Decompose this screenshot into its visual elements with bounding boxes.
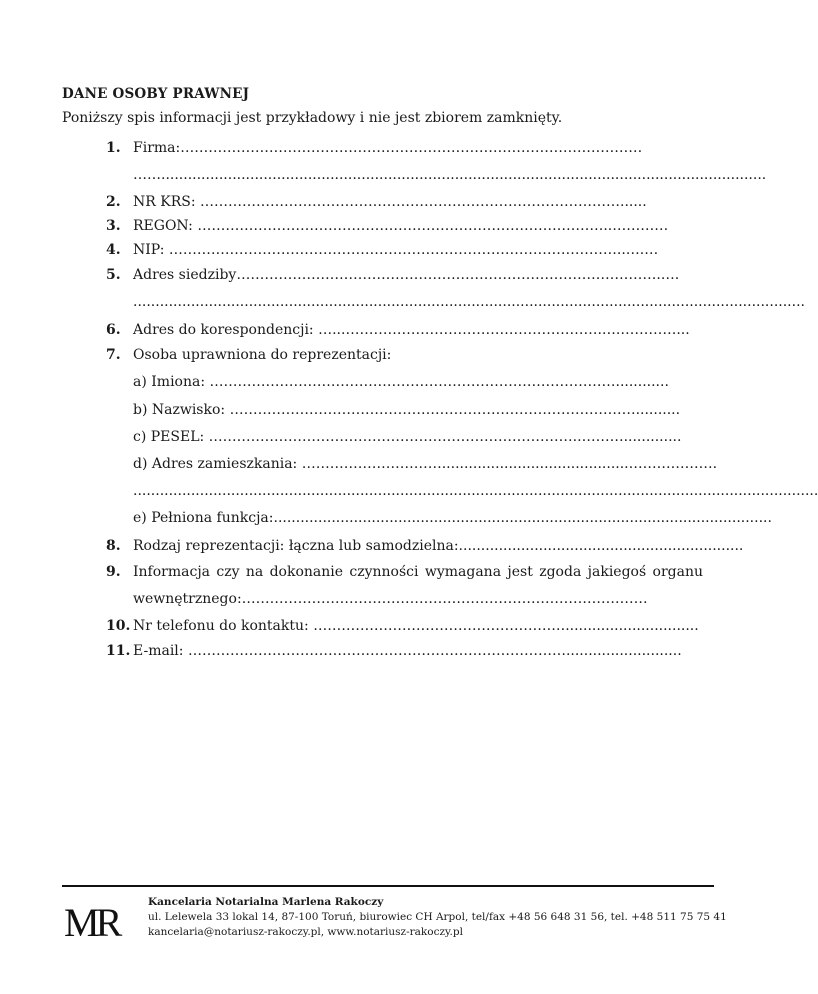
item-firma: Firma:……………………………………………………………………………………… [133, 140, 643, 156]
item-osoba-uprawniona: Osoba uprawniona do reprezentacji: [133, 347, 392, 363]
item-adres-siedziby-continuation: ....................................................................................................................................................... [133, 294, 805, 310]
notary-logo: MR [64, 900, 119, 945]
item-email: E-mail: ……………………………………………………………………….......................... [133, 643, 682, 659]
intro-text: Poniższy spis informacji jest przykładowy i nie jest zbiorem zamknięty. [62, 110, 563, 126]
item-number: 2. [106, 194, 121, 210]
footer-office-name: Kancelaria Notarialna Marlena Rakoczy [148, 896, 384, 908]
item-number: 4. [106, 242, 121, 258]
item-adres-siedziby: Adres siedziby……………………………………………………………………………….…. [133, 267, 680, 283]
item-regon: REGON: ……………………………………………………………………………..………… [133, 218, 669, 234]
footer-contact: kancelaria@notariusz-rakoczy.pl, www.notariusz-rakoczy.pl [148, 926, 463, 938]
item-number: 11. [106, 643, 131, 659]
document-heading: DANE OSOBY PRAWNEJ [62, 86, 250, 102]
item-number: 10. [106, 618, 131, 634]
item-firma-continuation: ……........................................................................................................................................ [133, 167, 767, 183]
item-krs: NR KRS: ………………………………………………………………………………...... [133, 194, 647, 210]
item-adres-korespondencji: Adres do korespondencji: …...……………………………………………….….…………... [133, 322, 690, 338]
subitem-pelniona-funkcja: e) Pełniona funkcja:................................................................................................................ [133, 510, 772, 526]
item-rodzaj-reprezentacji: Rodzaj reprezentacji: łączna lub samodzielna:................................................................ [133, 538, 744, 554]
item-number: 9. [106, 564, 121, 580]
subitem-nazwisko: b) Nazwisko: …………………………………………………………………………….......... [133, 402, 681, 418]
item-number: 8. [106, 538, 121, 554]
subitem-adres-zamieszkania: d) Adres zamieszkania: …………………………..........................................………………. [133, 456, 718, 472]
item-number: 6. [106, 322, 121, 338]
item-number: 7. [106, 347, 121, 363]
item-zgoda-organu-continuation: wewnętrznego:…………………………………………………………………………… [133, 591, 648, 607]
subitem-pesel: c) PESEL: ……………………………………………………………………..………............. [133, 429, 682, 445]
item-zgoda-organu: Informacja czy na dokonanie czynności wymagana jest zgoda jakiegoś organu [133, 564, 703, 580]
subitem-adres-continuation: .......................................................................................................................................................... [133, 483, 818, 499]
item-telefon: Nr telefonu do kontaktu: ……………………………………………….............................. [133, 618, 699, 634]
subitem-imiona: a) Imiona: ……………………………………………………………………………............ [133, 374, 669, 390]
item-number: 5. [106, 267, 121, 283]
item-number: 3. [106, 218, 121, 234]
item-nip: NIP: ……………………………………………………………………………………..….… [133, 242, 659, 258]
footer-address: ul. Lelewela 33 lokal 14, 87-100 Toruń, biurowiec CH Arpol, tel/fax +48 56 648 31 56, tel. +48 511 75 75 41 [148, 911, 727, 923]
item-number: 1. [106, 140, 121, 156]
footer-divider [62, 885, 714, 887]
